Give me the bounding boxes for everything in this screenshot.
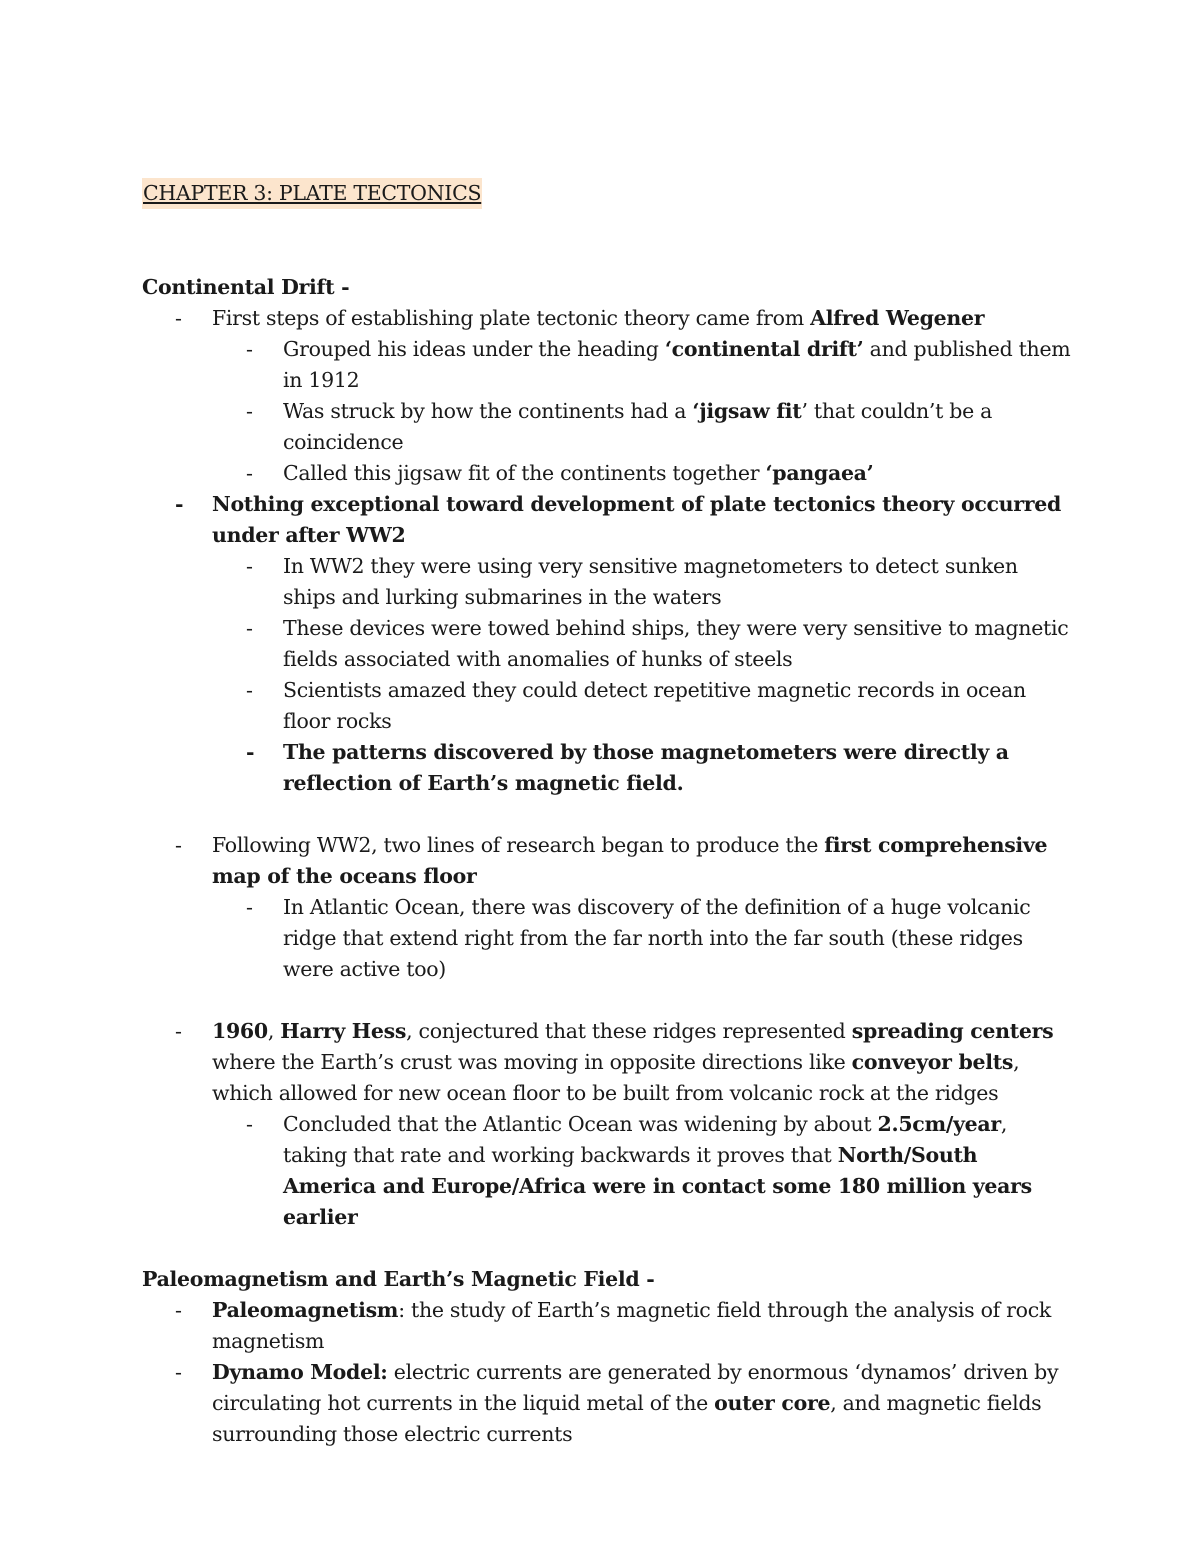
dash-marker: - <box>175 833 182 857</box>
dash-marker: - <box>246 616 253 640</box>
section-heading: Paleomagnetism and Earth’s Magnetic Field - <box>142 1267 655 1291</box>
bullet-item <box>142 1357 1072 1450</box>
sub-bullet-item <box>142 613 1072 675</box>
dash-marker: - <box>246 1112 253 1136</box>
text-run: In WW2 they were using very sensitive magnetometers to detect sunken ships and lurking submarines in the waters <box>283 554 1018 609</box>
text-run: These devices were towed behind ships, they were very sensitive to magnetic fields associated with anomalies of hunks of steels <box>283 616 1069 671</box>
sub-bullet-item <box>142 892 1072 985</box>
dash-marker: - <box>246 895 253 919</box>
dash-marker: - <box>246 740 255 764</box>
sub-bullet-item <box>142 737 1072 799</box>
chapter-title: CHAPTER 3: PLATE TECTONICS <box>142 178 482 209</box>
text-run: and published them in 1912 <box>283 337 1071 392</box>
text-run: : the study of Earth’s magnetic field through the analysis of rock magnetism <box>212 1298 1052 1353</box>
sections <box>142 272 1072 1450</box>
section-heading: Continental Drift - <box>142 275 350 299</box>
bold-text: conveyor belts <box>851 1050 1014 1074</box>
bullet-item <box>142 489 1072 551</box>
section <box>142 1264 1072 1450</box>
dash-marker: - <box>175 1019 182 1043</box>
sub-bullet-item <box>142 551 1072 613</box>
text-run: Called this jigsaw fit of the continents together <box>283 461 766 485</box>
dash-marker: - <box>246 554 253 578</box>
text-run: , which allowed for new ocean floor to be built from volcanic rock at the ridges <box>212 1050 1020 1105</box>
text-run: electric currents are generated by enormous ‘dynamos’ driven by circulating hot currents in the liquid metal of the <box>212 1360 1059 1415</box>
bold-text: ‘jigsaw fit <box>692 399 802 423</box>
section <box>142 272 1072 1233</box>
dash-marker: - <box>175 1298 182 1322</box>
bold-text: The patterns discovered by those magnetometers were directly a reflection of Earth’s magnetic field. <box>283 740 1009 795</box>
dash-marker: - <box>175 1360 182 1384</box>
dash-marker: - <box>175 492 184 516</box>
text-run: ’ that couldn’t be a coincidence <box>283 399 993 454</box>
dash-marker: - <box>246 399 253 423</box>
dash-marker: - <box>175 306 182 330</box>
bold-text: North/South America and Europe/Africa were in contact some 180 million years earlier <box>283 1143 1032 1229</box>
dash-marker: - <box>246 337 253 361</box>
bold-text: 2.5cm/year <box>877 1112 1001 1136</box>
text-run: , and magnetic fields surrounding those electric currents <box>212 1391 1042 1446</box>
text-run: , <box>267 1019 281 1043</box>
text-run: Scientists amazed they could detect repetitive magnetic records in ocean floor rocks <box>283 678 1026 733</box>
bold-text: Nothing exceptional toward development of plate tectonics theory occurred under after WW2 <box>212 492 1062 547</box>
bold-text: first comprehensive map of the oceans floor <box>212 833 1048 888</box>
text-run: , taking that rate and working backwards it proves that <box>283 1112 1008 1167</box>
blank-line <box>142 799 1072 830</box>
text-run: In Atlantic Ocean, there was discovery of the definition of a huge volcanic ridge that extend right from the far north into the far south (these ridges were active too) <box>283 895 1031 981</box>
bullet-item <box>142 1016 1072 1109</box>
bullet-item <box>142 303 1072 334</box>
blank-line <box>142 985 1072 1016</box>
bold-text: Paleomagnetism <box>212 1298 399 1322</box>
bold-text: ‘continental drift’ <box>664 337 864 361</box>
sub-bullet-item <box>142 675 1072 737</box>
document-content <box>142 178 1072 1450</box>
bold-text: Harry Hess <box>280 1019 407 1043</box>
sub-bullet-item <box>142 396 1072 458</box>
bold-text: Alfred Wegener <box>810 306 985 330</box>
bullet-item <box>142 830 1072 892</box>
sub-bullet-item <box>142 334 1072 396</box>
bold-text: spreading centers <box>851 1019 1054 1043</box>
text-run: Grouped his ideas under the heading <box>283 337 665 361</box>
bold-text: 1960 <box>212 1019 268 1043</box>
sub-bullet-item <box>142 1109 1072 1233</box>
bold-text: Dynamo Model: <box>212 1360 388 1384</box>
bold-text: outer core <box>714 1391 831 1415</box>
text-run: Following WW2, two lines of research began to produce the <box>212 833 825 857</box>
dash-marker: - <box>246 461 253 485</box>
text-run: First steps of establishing plate tectonic theory came from <box>212 306 811 330</box>
sub-bullet-item <box>142 458 1072 489</box>
text-run: , conjectured that these ridges represented <box>406 1019 852 1043</box>
bullet-item <box>142 1295 1072 1357</box>
text-run: Was struck by how the continents had a <box>283 399 693 423</box>
bold-text: ‘pangaea’ <box>765 461 874 485</box>
dash-marker: - <box>246 678 253 702</box>
text-run: where the Earth’s crust was moving in opposite directions like <box>212 1050 852 1074</box>
text-run: Concluded that the Atlantic Ocean was widening by about <box>283 1112 878 1136</box>
